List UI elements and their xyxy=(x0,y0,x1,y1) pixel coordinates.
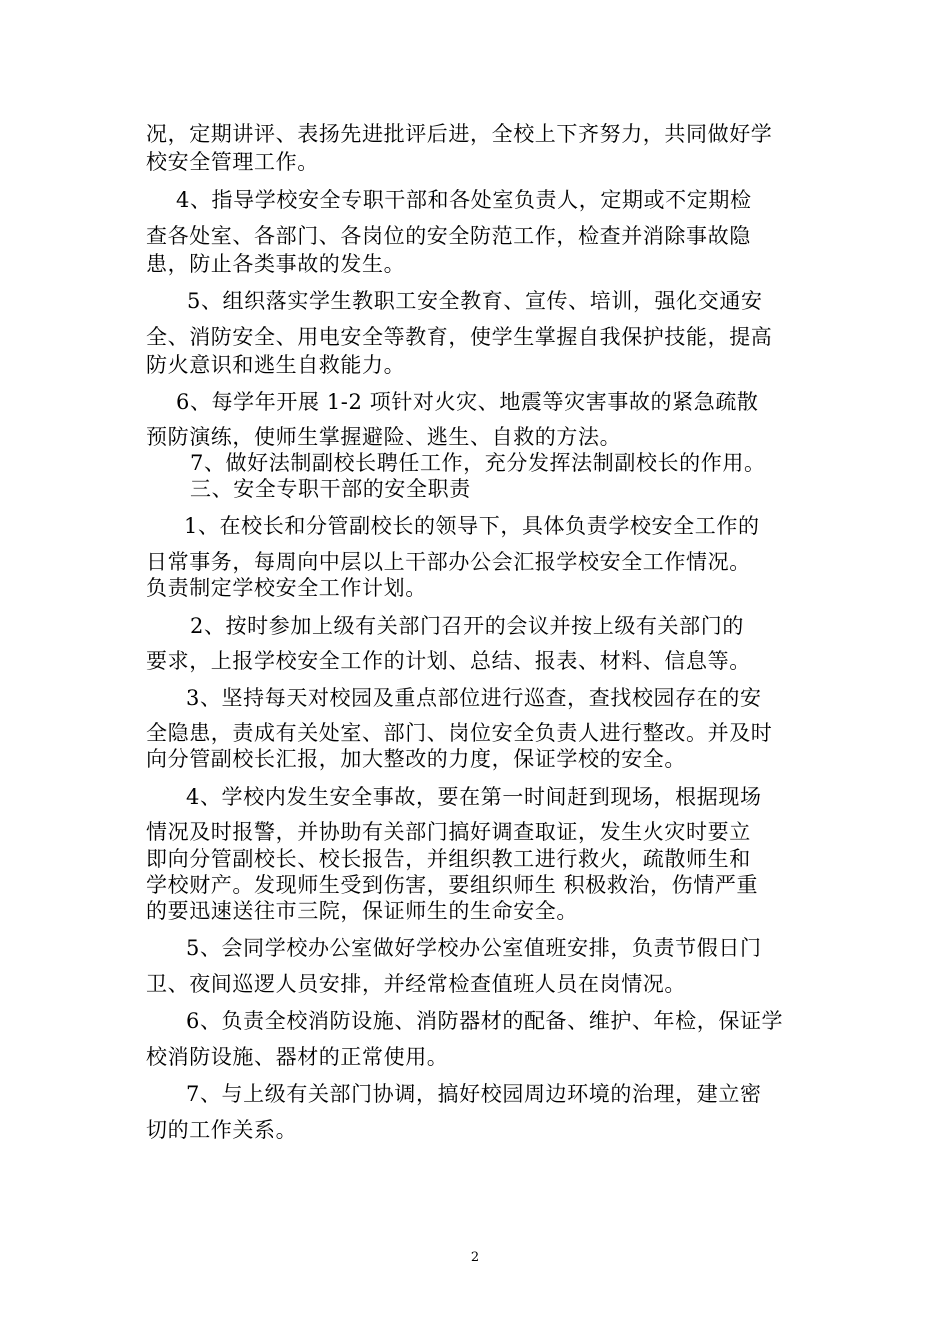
text-line: 防火意识和逃生自救能力。 xyxy=(146,353,406,377)
text-line: 7、与上级有关部门协调，搞好校园周边环境的治理，建立密 xyxy=(186,1082,762,1106)
text-line: 4、学校内发生安全事故，要在第一时间赶到现场，根据现场 xyxy=(186,785,762,809)
text-line: 学校财产。发现师生受到伤害，要组织师生 积极救治，伤情严重 xyxy=(146,873,759,897)
text-line: 的要迅速送往市三院，保证师生的生命安全。 xyxy=(146,899,578,923)
text-line: 5、组织落实学生教职工安全教育、宣传、培训，强化交通安 xyxy=(187,289,763,313)
text-line: 校安全管理工作。 xyxy=(146,150,319,174)
text-line: 情况及时报警，并协助有关部门搞好调查取证，发生火灾时要立 xyxy=(146,820,751,844)
text-line: 1、在校长和分管副校长的领导下，具体负责学校安全工作的 xyxy=(184,514,760,538)
text-line: 6、每学年开展 1-2 项针对火灾、地震等灾害事故的紧急疏散 xyxy=(176,390,759,414)
text-line: 查各处室、各部门、各岗位的安全防范工作，检查并消除事故隐 xyxy=(146,224,751,248)
text-line: 预防演练，使师生掌握避险、逃生、自救的方法。 xyxy=(146,425,622,449)
text-line: 全隐患，责成有关处室、部门、岗位安全负责人进行整改。并及时 xyxy=(146,721,773,745)
text-line: 卫、夜间巡逻人员安排，并经常检查值班人员在岗情况。 xyxy=(146,972,686,996)
text-line: 况，定期讲评、表扬先进批评后进，全校上下齐努力，共同做好学 xyxy=(146,122,773,146)
text-line: 5、会同学校办公室做好学校办公室值班安排，负责节假日门 xyxy=(186,936,762,960)
text-line: 要求，上报学校安全工作的计划、总结、报表、材料、信息等。 xyxy=(146,649,751,673)
page-number: 2 xyxy=(470,1250,480,1265)
text-line: 切的工作关系。 xyxy=(146,1118,298,1142)
text-line: 7、做好法制副校长聘任工作，充分发挥法制副校长的作用。 xyxy=(190,451,766,475)
section-heading: 三、安全专职干部的安全职责 xyxy=(190,477,471,501)
text-line: 4、指导学校安全专职干部和各处室负责人，定期或不定期检 xyxy=(176,188,752,212)
text-line: 负责制定学校安全工作计划。 xyxy=(146,576,427,600)
text-line: 校消防设施、器材的正常使用。 xyxy=(146,1045,449,1069)
text-line: 即向分管副校长、校长报告，并组织教工进行救火，疏散师生和 xyxy=(146,847,751,871)
text-line: 全、消防安全、用电安全等教育，使学生掌握自我保护技能，提高 xyxy=(146,325,773,349)
text-line: 向分管副校长汇报，加大整改的力度，保证学校的安全。 xyxy=(146,747,686,771)
text-line: 3、坚持每天对校园及重点部位进行巡查，查找校园存在的安 xyxy=(186,686,762,710)
text-line: 6、负责全校消防设施、消防器材的配备、维护、年检，保证学 xyxy=(186,1009,784,1033)
text-line: 2、按时参加上级有关部门召开的会议并按上级有关部门的 xyxy=(190,614,744,638)
text-line: 日常事务，每周向中层以上干部办公会汇报学校安全工作情况。 xyxy=(146,550,751,574)
text-line: 患，防止各类事故的发生。 xyxy=(146,252,406,276)
